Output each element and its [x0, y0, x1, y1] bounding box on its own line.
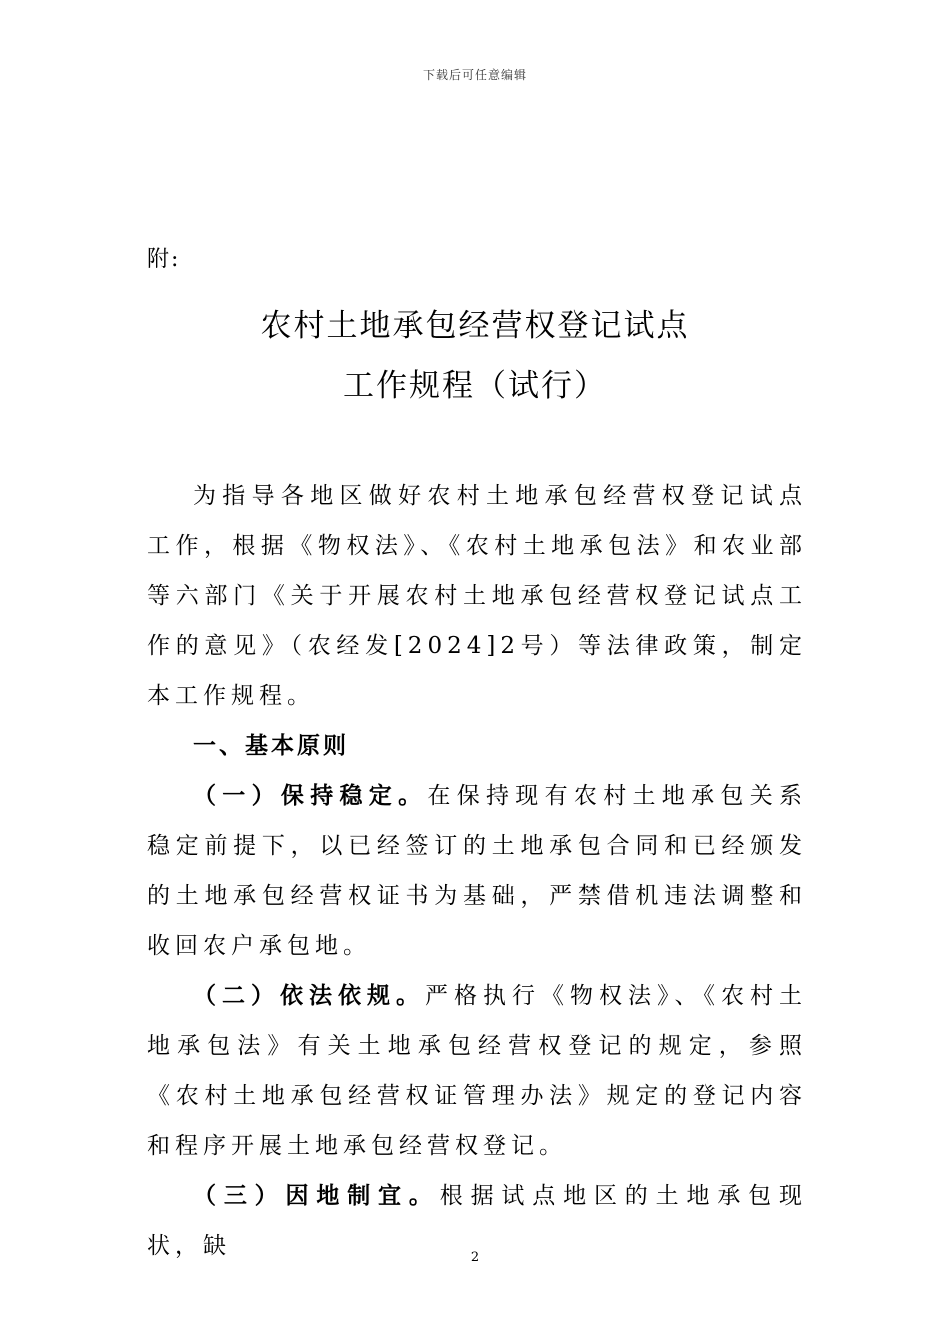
document-title-line-2: 工作规程（试行）	[343, 368, 607, 404]
principle-lead: （三）因地制宜。	[193, 1182, 440, 1209]
principle-text: 严格执行《物权法》、《农村土地承包法》有关土地承包经营权登记的规定，参照《农村土地承包经营权证管理办法》规定的登记内容和程序开展土地承包经营权登记。	[147, 983, 807, 1159]
header-note: 下载后可任意编辑	[422, 68, 527, 82]
principle-text: 根据试点地区的土地承包现状，缺	[147, 1183, 808, 1259]
document-body	[147, 471, 807, 1271]
principle-paragraph	[147, 771, 807, 971]
principle-lead: （二）依法依规。	[193, 982, 425, 1009]
section-heading: 一、基本原则	[193, 733, 349, 759]
attachment-label: 附:	[147, 247, 181, 272]
principle-text: 在保持现有农村土地承包关系稳定前提下，以已经签订的土地承包合同和已经颁发的土地承包经营权证书为基础，严禁借机违法调整和收回农户承包地。	[147, 783, 808, 959]
page-number: 2	[470, 1250, 480, 1265]
principle-lead: （一）保持稳定。	[193, 782, 428, 809]
document-title-line-1: 农村土地承包经营权登记试点	[260, 308, 690, 344]
principle-paragraph	[147, 971, 807, 1171]
intro-paragraph: 为指导各地区做好农村土地承包经营权登记试点工作，根据《物权法》、《农村土地承包法》和农业部等六部门《关于开展农村土地承包经营权登记试点工作的意见》（农经发[2024]2号）等法律政策，制定本工作规程。	[147, 483, 807, 709]
